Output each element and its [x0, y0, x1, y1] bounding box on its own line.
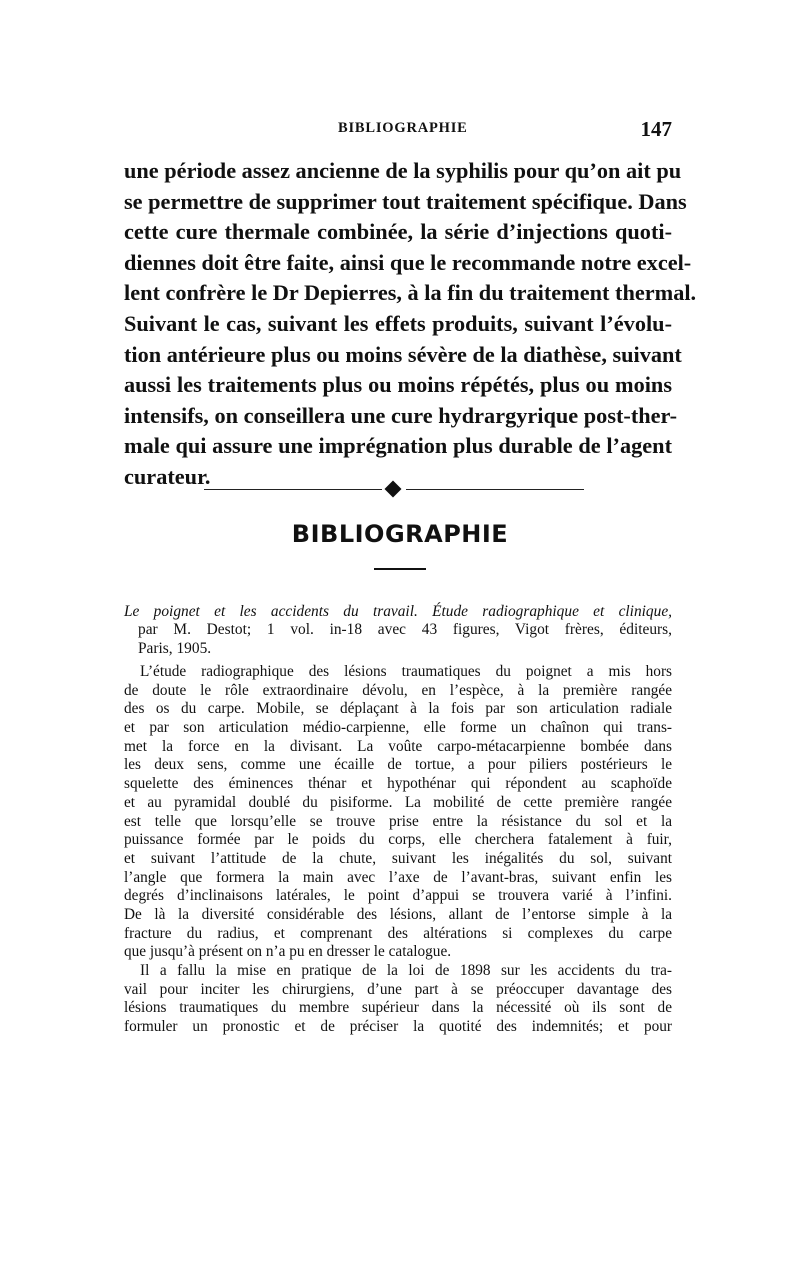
title-underline	[374, 568, 426, 570]
bibliography-entry	[124, 603, 672, 658]
book-publication-info: Paris, 1905.	[138, 639, 212, 657]
review-line: degrés d’inclinaisons latérales, le point d’appui se trouvera varié à l’infini.	[124, 887, 672, 905]
text-line: tion antérieure plus ou moins sévère de la diathèse, suivant	[124, 341, 682, 367]
text-line: Suivant le cas, suivant les effets produits, suivant l’évolu-	[124, 310, 672, 336]
review-text	[124, 663, 672, 1037]
text-line: curateur.	[124, 463, 211, 489]
text-line: male qui assure une imprégnation plus durable de l’agent	[124, 433, 672, 459]
divider-rule-right	[406, 489, 584, 490]
review-line: les deux sens, comme une écaille de tortue, a pour piliers postérieurs le	[124, 756, 672, 774]
review-line: de doute le rôle extraordinaire dévolu, en l’espèce, à la première rangée	[124, 681, 672, 699]
section-title: BIBLIOGRAPHIE	[291, 520, 509, 548]
review-line: De là la diversité considérable des lésions, allant de l’entorse simple à la	[124, 905, 672, 923]
book-title: Le poignet et les accidents du travail. Étude radiographique et clinique,	[124, 603, 672, 620]
review-line: est telle que lorsqu’elle se trouve prise entre la résistance du sol et la	[124, 812, 672, 830]
review-line: formuler un pronostic et de préciser la quotité des indemnités; et pour	[124, 1018, 672, 1036]
review-line: et au pyramidal doublé du pisiforme. La mobilité de cette première rangée	[124, 793, 672, 811]
text-line: se permettre de supprimer tout traitement spécifique. Dans	[124, 188, 687, 214]
review-line: des os du carpe. Mobile, se déplaçant à la fois par son articulation radiale	[124, 700, 672, 718]
text-line: cette cure thermale combinée, la série d’injections quoti-	[124, 219, 672, 245]
diamond-ornament-icon	[385, 481, 402, 498]
text-line: diennes doit être faite, ainsi que le recommande notre excel-	[124, 249, 692, 275]
review-line: Il a fallu la mise en pratique de la loi de 1898 sur les accidents du tra-	[140, 962, 672, 979]
text-line: intensifs, on conseillera une cure hydrargyrique post-ther-	[124, 402, 678, 428]
text-line: lent confrère le Dr Depierres, à la fin du traitement thermal.	[124, 280, 697, 306]
review-line: l’angle que formera la main avec l’axe de l’avant-bras, suivant enfin les	[124, 868, 672, 886]
page-number: 147	[640, 117, 672, 141]
text-line: une période assez ancienne de la syphilis pour qu’on ait pu	[124, 158, 682, 183]
divider-rule-left	[204, 489, 382, 490]
review-line: puissance formée par le poids du corps, elle cherchera fatalement à fuir,	[124, 831, 672, 849]
review-line: fracture du radius, et comprenant des altérations si complexes du carpe	[124, 924, 672, 942]
review-line: lésions traumatiques du membre supérieur dans la nécessité où ils sont de	[124, 999, 672, 1017]
review-line: squelette des éminences thénar et hypothénar qui répondent au scaphoïde	[124, 775, 672, 793]
review-line: et par son articulation médio-carpienne, elle forme un chaînon qui trans-	[124, 719, 672, 737]
review-line: et suivant l’attitude de la chute, suivant les inégalités du sol, suivant	[124, 849, 672, 867]
review-line: met la force en la divisant. La voûte carpo-métacarpienne bombée dans	[124, 737, 672, 755]
main-paragraph	[124, 156, 697, 493]
section-divider	[204, 480, 584, 500]
book-details: par M. Destot; 1 vol. in-18 avec 43 figures, Vigot frères, éditeurs,	[138, 621, 672, 639]
review-line: vail pour inciter les chirurgiens, d’une part à se préoccuper davantage des	[124, 980, 672, 998]
text-line: aussi les traitements plus ou moins répétés, plus ou moins	[124, 372, 672, 398]
running-head	[124, 117, 672, 141]
review-line: L’étude radiographique des lésions traumatiques du poignet a mis hors	[140, 663, 672, 680]
review-line: que jusqu’à présent on n’a pu en dresser le catalogue.	[124, 943, 452, 961]
running-title: BIBLIOGRAPHIE	[338, 120, 468, 136]
